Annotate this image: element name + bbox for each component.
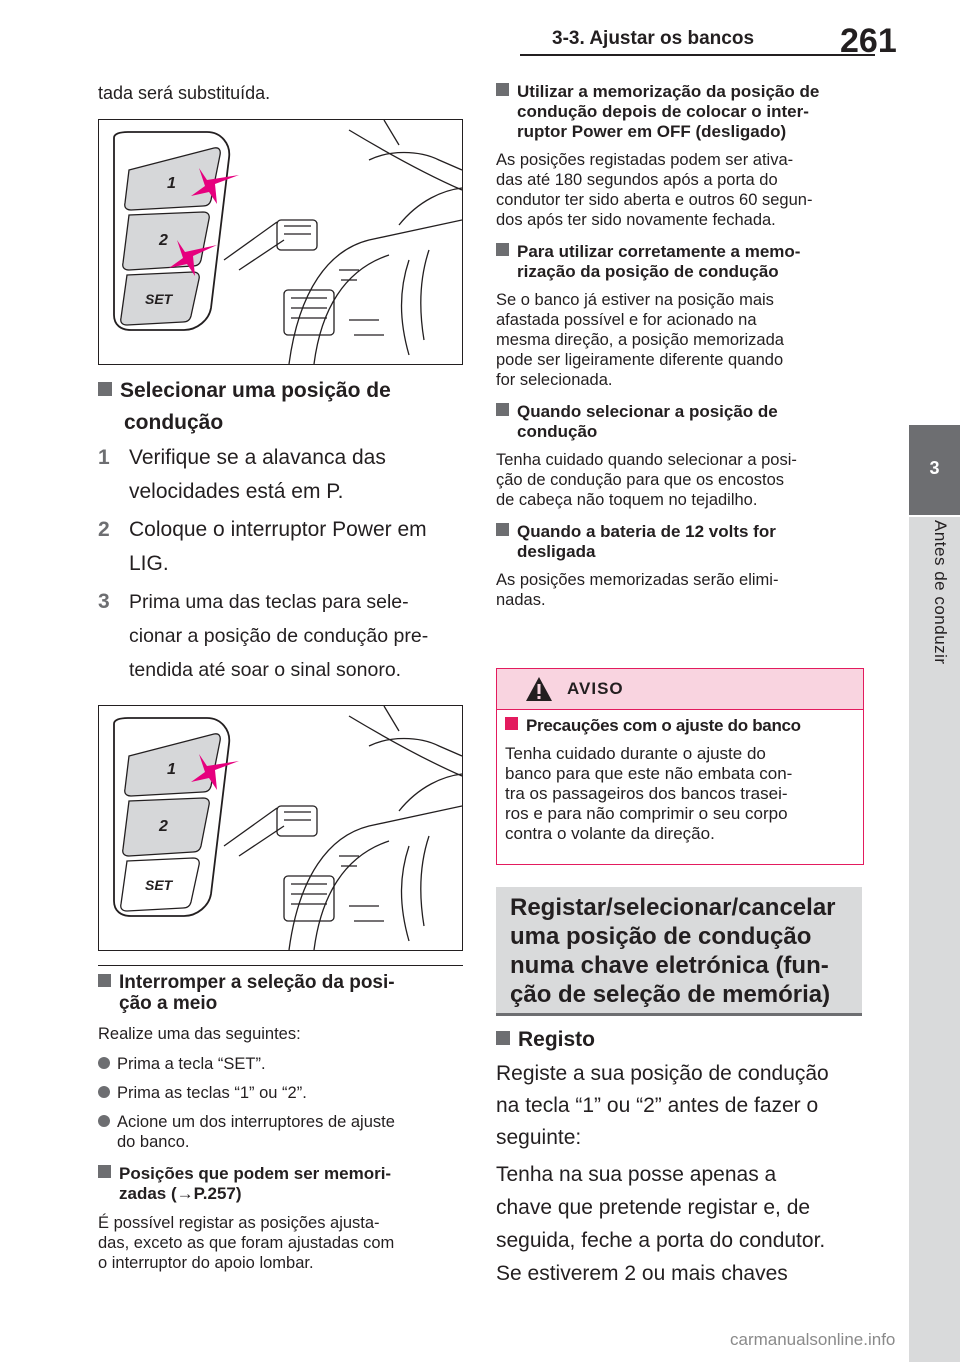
page-number: 261 <box>840 22 897 60</box>
warning-text: Tenha cuidado durante o ajuste do banco para que este não embata con- tra os passageiros dos bancos trasei- ros e para não comprimir o seu corpo contra o volante da direção. <box>505 744 793 843</box>
fig2-button-1-label: 1 <box>167 761 176 778</box>
watermark: carmanualsonline.info <box>730 1330 896 1349</box>
warning-box <box>496 668 864 865</box>
heading-square-icon <box>496 83 509 96</box>
bullet-item: Prima as teclas “1” ou “2”. <box>98 1083 463 1103</box>
bullet-item: Prima a tecla “SET”. <box>98 1054 463 1074</box>
heading-memorizable-positions: Posições que podem ser memori- zadas (→P.257) <box>98 1164 463 1204</box>
step-3: 3 Prima uma das teclas para sele- cionar a posição de condução pre- tendida até soar o sinal sonoro. <box>98 590 429 681</box>
section-header-title: Registar/selecionar/cancelar uma posição de condução numa chave eletrónica (fun- ção de seleção de memória) <box>510 894 836 1008</box>
battery-disconnected-text: As posições memorizadas serão elimi- nadas. <box>496 571 779 609</box>
step-1: 1 Verifique se a alavanca das velocidades está em P. <box>98 446 386 503</box>
heading-square-icon <box>505 717 518 730</box>
correct-use-text: Se o banco já estiver na posição mais afastada possível e for acionado na mesma direção, a posição memorizada pode ser ligeiramente diferente quando for selecionada. <box>496 291 784 389</box>
fig1-button-1-label: 1 <box>167 175 176 192</box>
interrupt-intro: Realize uma das seguintes: <box>98 1025 301 1043</box>
heading-interrupt: Interromper a seleção da posi- ção a meio <box>98 972 463 1014</box>
figure-seat-buttons-2 <box>98 705 463 951</box>
heading-square-icon <box>98 974 111 987</box>
chapter-number: 3 <box>929 458 940 478</box>
left-column <box>98 80 463 1273</box>
bullet-dot-icon <box>98 1115 110 1127</box>
section-title: 3-3. Ajustar os bancos <box>552 28 755 49</box>
steps-list <box>98 441 463 687</box>
when-selecting-text: Tenha cuidado quando selecionar a posi- ção de condução para que os encostos de cabeça não toquem no tejadilho. <box>496 451 797 509</box>
warning-body <box>497 710 863 844</box>
warning-header <box>497 669 863 710</box>
header-rule <box>520 54 875 56</box>
heading-when-selecting: Quando selecionar a posição de condução <box>496 402 864 442</box>
step-2: 2 Coloque o interruptor Power em LIG. <box>98 518 427 575</box>
heading-square-icon <box>496 243 509 256</box>
warning-triangle-icon <box>525 675 553 703</box>
warning-heading: Precauções com o ajuste do banco <box>505 716 853 736</box>
heading-use-memory-off: Utilizar a memorização da posição de condução depois de colocar o inter- ruptor Power em OFF (desligado) <box>496 82 864 142</box>
heading-register: Registo <box>496 1024 864 1056</box>
register-section <box>496 1024 864 1290</box>
register-instructions: Tenha na sua posse apenas a chave que pretende registar e, de seguida, feche a porta do condutor. Se estiverem 2 ou mais chaves <box>496 1163 826 1285</box>
heading-square-icon <box>98 1165 111 1178</box>
right-column <box>496 82 864 610</box>
bullet-dot-icon <box>98 1057 110 1069</box>
intro-text: tada será substituída. <box>98 83 271 103</box>
fig2-button-2-label: 2 <box>159 818 168 835</box>
fig2-button-set-label: SET <box>145 877 173 893</box>
heading-battery-disconnected: Quando a bateria de 12 volts for desligada <box>496 522 864 562</box>
heading-select-position: Selecionar uma posição de condução <box>98 375 463 439</box>
fig1-button-2-label: 2 <box>159 232 168 249</box>
figure-seat-buttons-1 <box>98 119 463 365</box>
memorizable-positions-text: É possível registar as posições ajusta- das, exceto as que foram ajustadas com o interruptor do apoio lombar. <box>98 1214 395 1272</box>
heading-correct-use: Para utilizar corretamente a memo- rização da posição de condução <box>496 242 864 282</box>
section-header-box <box>496 887 862 1016</box>
divider <box>98 965 463 966</box>
heading-square-icon <box>98 382 112 396</box>
chapter-title: Antes de conduzir <box>931 520 950 665</box>
seat-memory-illustration <box>99 706 462 950</box>
seat-memory-illustration <box>99 120 462 364</box>
bullet-dot-icon <box>98 1086 110 1098</box>
fig1-button-set-label: SET <box>145 291 173 307</box>
memory-off-text: As posições registadas podem ser ativa- das até 180 segundos após a porta do condutor ter sido aberta e outros 60 segun- dos após ter sido novamente fechada. <box>496 151 813 229</box>
warning-title: AVISO <box>567 679 624 698</box>
bullet-item: Acione um dos interruptores de ajuste do banco. <box>98 1112 463 1152</box>
register-text: Registe a sua posição de condução na tecla “1” ou “2” antes de fazer o seguinte: <box>496 1062 829 1149</box>
heading-square-icon <box>496 523 509 536</box>
heading-square-icon <box>496 1031 510 1045</box>
heading-square-icon <box>496 403 509 416</box>
